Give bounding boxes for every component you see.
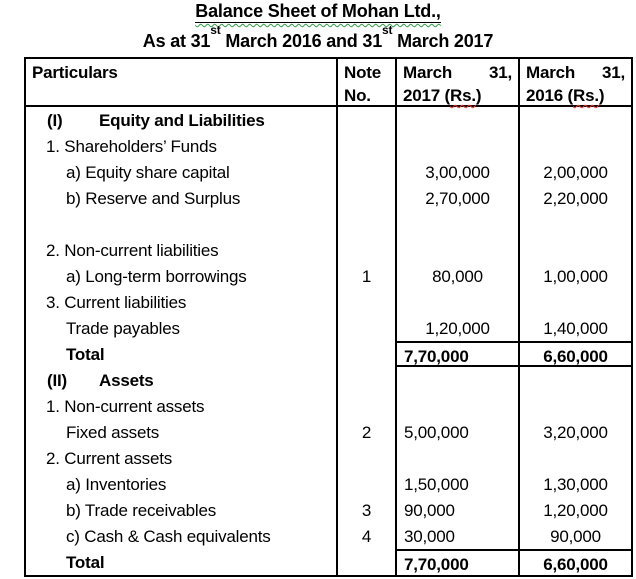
row-amount-2016: 6,60,000	[518, 341, 631, 367]
row-note-no: 1	[336, 263, 395, 289]
title-text: Balance Sheet of Mohan Ltd.,	[195, 1, 441, 21]
row-amount-2016: 3,20,000	[518, 419, 631, 445]
row-amount-2017	[395, 367, 518, 393]
row-amount-2016	[518, 211, 631, 237]
header-march-2016: March 31, 2016 (Rs.)	[518, 59, 631, 107]
row-note-no	[336, 185, 395, 211]
row-particulars: c) Cash & Cash equivalents	[66, 527, 271, 546]
row-amount-2017: 3,00,000	[395, 159, 518, 185]
row-note-no	[336, 237, 395, 263]
row-amount-2016	[518, 107, 631, 133]
balance-sheet-table	[24, 57, 633, 577]
row-particulars: b) Reserve and Surplus	[66, 189, 241, 208]
row-particulars: Total	[66, 345, 105, 364]
row-particulars: a) Long-term borrowings	[66, 267, 247, 286]
row-amount-2017	[395, 237, 518, 263]
row-amount-2016	[518, 445, 631, 471]
row-amount-2016	[518, 367, 631, 393]
row-amount-2016: 90,000	[518, 523, 631, 549]
row-particulars: a) Inventories	[66, 475, 167, 494]
row-note-no	[336, 211, 395, 237]
row-amount-2016	[518, 393, 631, 419]
row-note-no	[336, 289, 395, 315]
row-note-no: 4	[336, 523, 395, 549]
row-particulars: (II) Assets	[47, 371, 154, 390]
page-title	[0, 1, 636, 25]
row-amount-2017	[395, 211, 518, 237]
row-particulars: 2. Current assets	[46, 449, 173, 468]
row-particulars	[26, 211, 336, 237]
row-amount-2017: 1,20,000	[395, 315, 518, 341]
rs-red-squiggle: Rs.	[573, 86, 599, 105]
row-amount-2017	[395, 289, 518, 315]
row-note-no	[336, 549, 395, 575]
row-note-no: 2	[336, 419, 395, 445]
row-particulars: Fixed assets	[66, 423, 160, 442]
row-particulars: Total	[66, 553, 105, 572]
row-amount-2017: 90,000	[395, 497, 518, 523]
row-amount-2016	[518, 133, 631, 159]
row-note-no	[336, 445, 395, 471]
title-green-squiggle	[195, 1, 440, 25]
row-amount-2017: 1,50,000	[395, 471, 518, 497]
row-particulars: 1. Non-current assets	[46, 397, 205, 416]
row-amount-2016: 1,40,000	[518, 315, 631, 341]
row-amount-2016: 1,30,000	[518, 471, 631, 497]
row-note-no	[336, 393, 395, 419]
row-amount-2016: 2,20,000	[518, 185, 631, 211]
row-particulars: b) Trade receivables	[66, 501, 217, 520]
superscript-st: st	[210, 23, 221, 37]
row-amount-2017	[395, 133, 518, 159]
row-particulars: 1. Shareholders’ Funds	[46, 137, 217, 156]
row-particulars: Trade payables	[66, 319, 180, 338]
header-particulars: Particulars	[26, 59, 336, 107]
row-note-no	[336, 341, 395, 367]
header-march-2017: March 31, 2017 (Rs.)	[395, 59, 518, 107]
row-note-no	[336, 367, 395, 393]
row-note-no	[336, 471, 395, 497]
row-amount-2016: 6,60,000	[518, 549, 631, 575]
row-amount-2017: 7,70,000	[395, 549, 518, 575]
page-subtitle: As at 31st March 2016 and 31st March 2017	[142, 23, 494, 51]
row-amount-2017: 80,000	[395, 263, 518, 289]
row-particulars: (I) Equity and Liabilities	[47, 111, 265, 130]
row-amount-2016	[518, 237, 631, 263]
superscript-st: st	[382, 23, 393, 37]
row-particulars: 3. Current liabilities	[46, 293, 187, 312]
row-amount-2017	[395, 393, 518, 419]
row-note-no: 3	[336, 497, 395, 523]
row-amount-2017: 30,000	[395, 523, 518, 549]
header-note-no: Note No.	[336, 59, 395, 107]
row-amount-2016: 1,00,000	[518, 263, 631, 289]
row-amount-2017: 2,70,000	[395, 185, 518, 211]
row-amount-2016	[518, 289, 631, 315]
rs-red-squiggle: Rs.	[450, 86, 476, 105]
row-note-no	[336, 159, 395, 185]
row-amount-2016: 1,20,000	[518, 497, 631, 523]
row-note-no	[336, 315, 395, 341]
row-amount-2017	[395, 107, 518, 133]
row-particulars: 2. Non-current liabilities	[46, 241, 219, 260]
row-note-no	[336, 133, 395, 159]
row-amount-2017	[395, 445, 518, 471]
row-amount-2017: 5,00,000	[395, 419, 518, 445]
row-particulars: a) Equity share capital	[66, 163, 230, 182]
row-amount-2016: 2,00,000	[518, 159, 631, 185]
row-note-no	[336, 107, 395, 133]
row-amount-2017: 7,70,000	[395, 341, 518, 367]
